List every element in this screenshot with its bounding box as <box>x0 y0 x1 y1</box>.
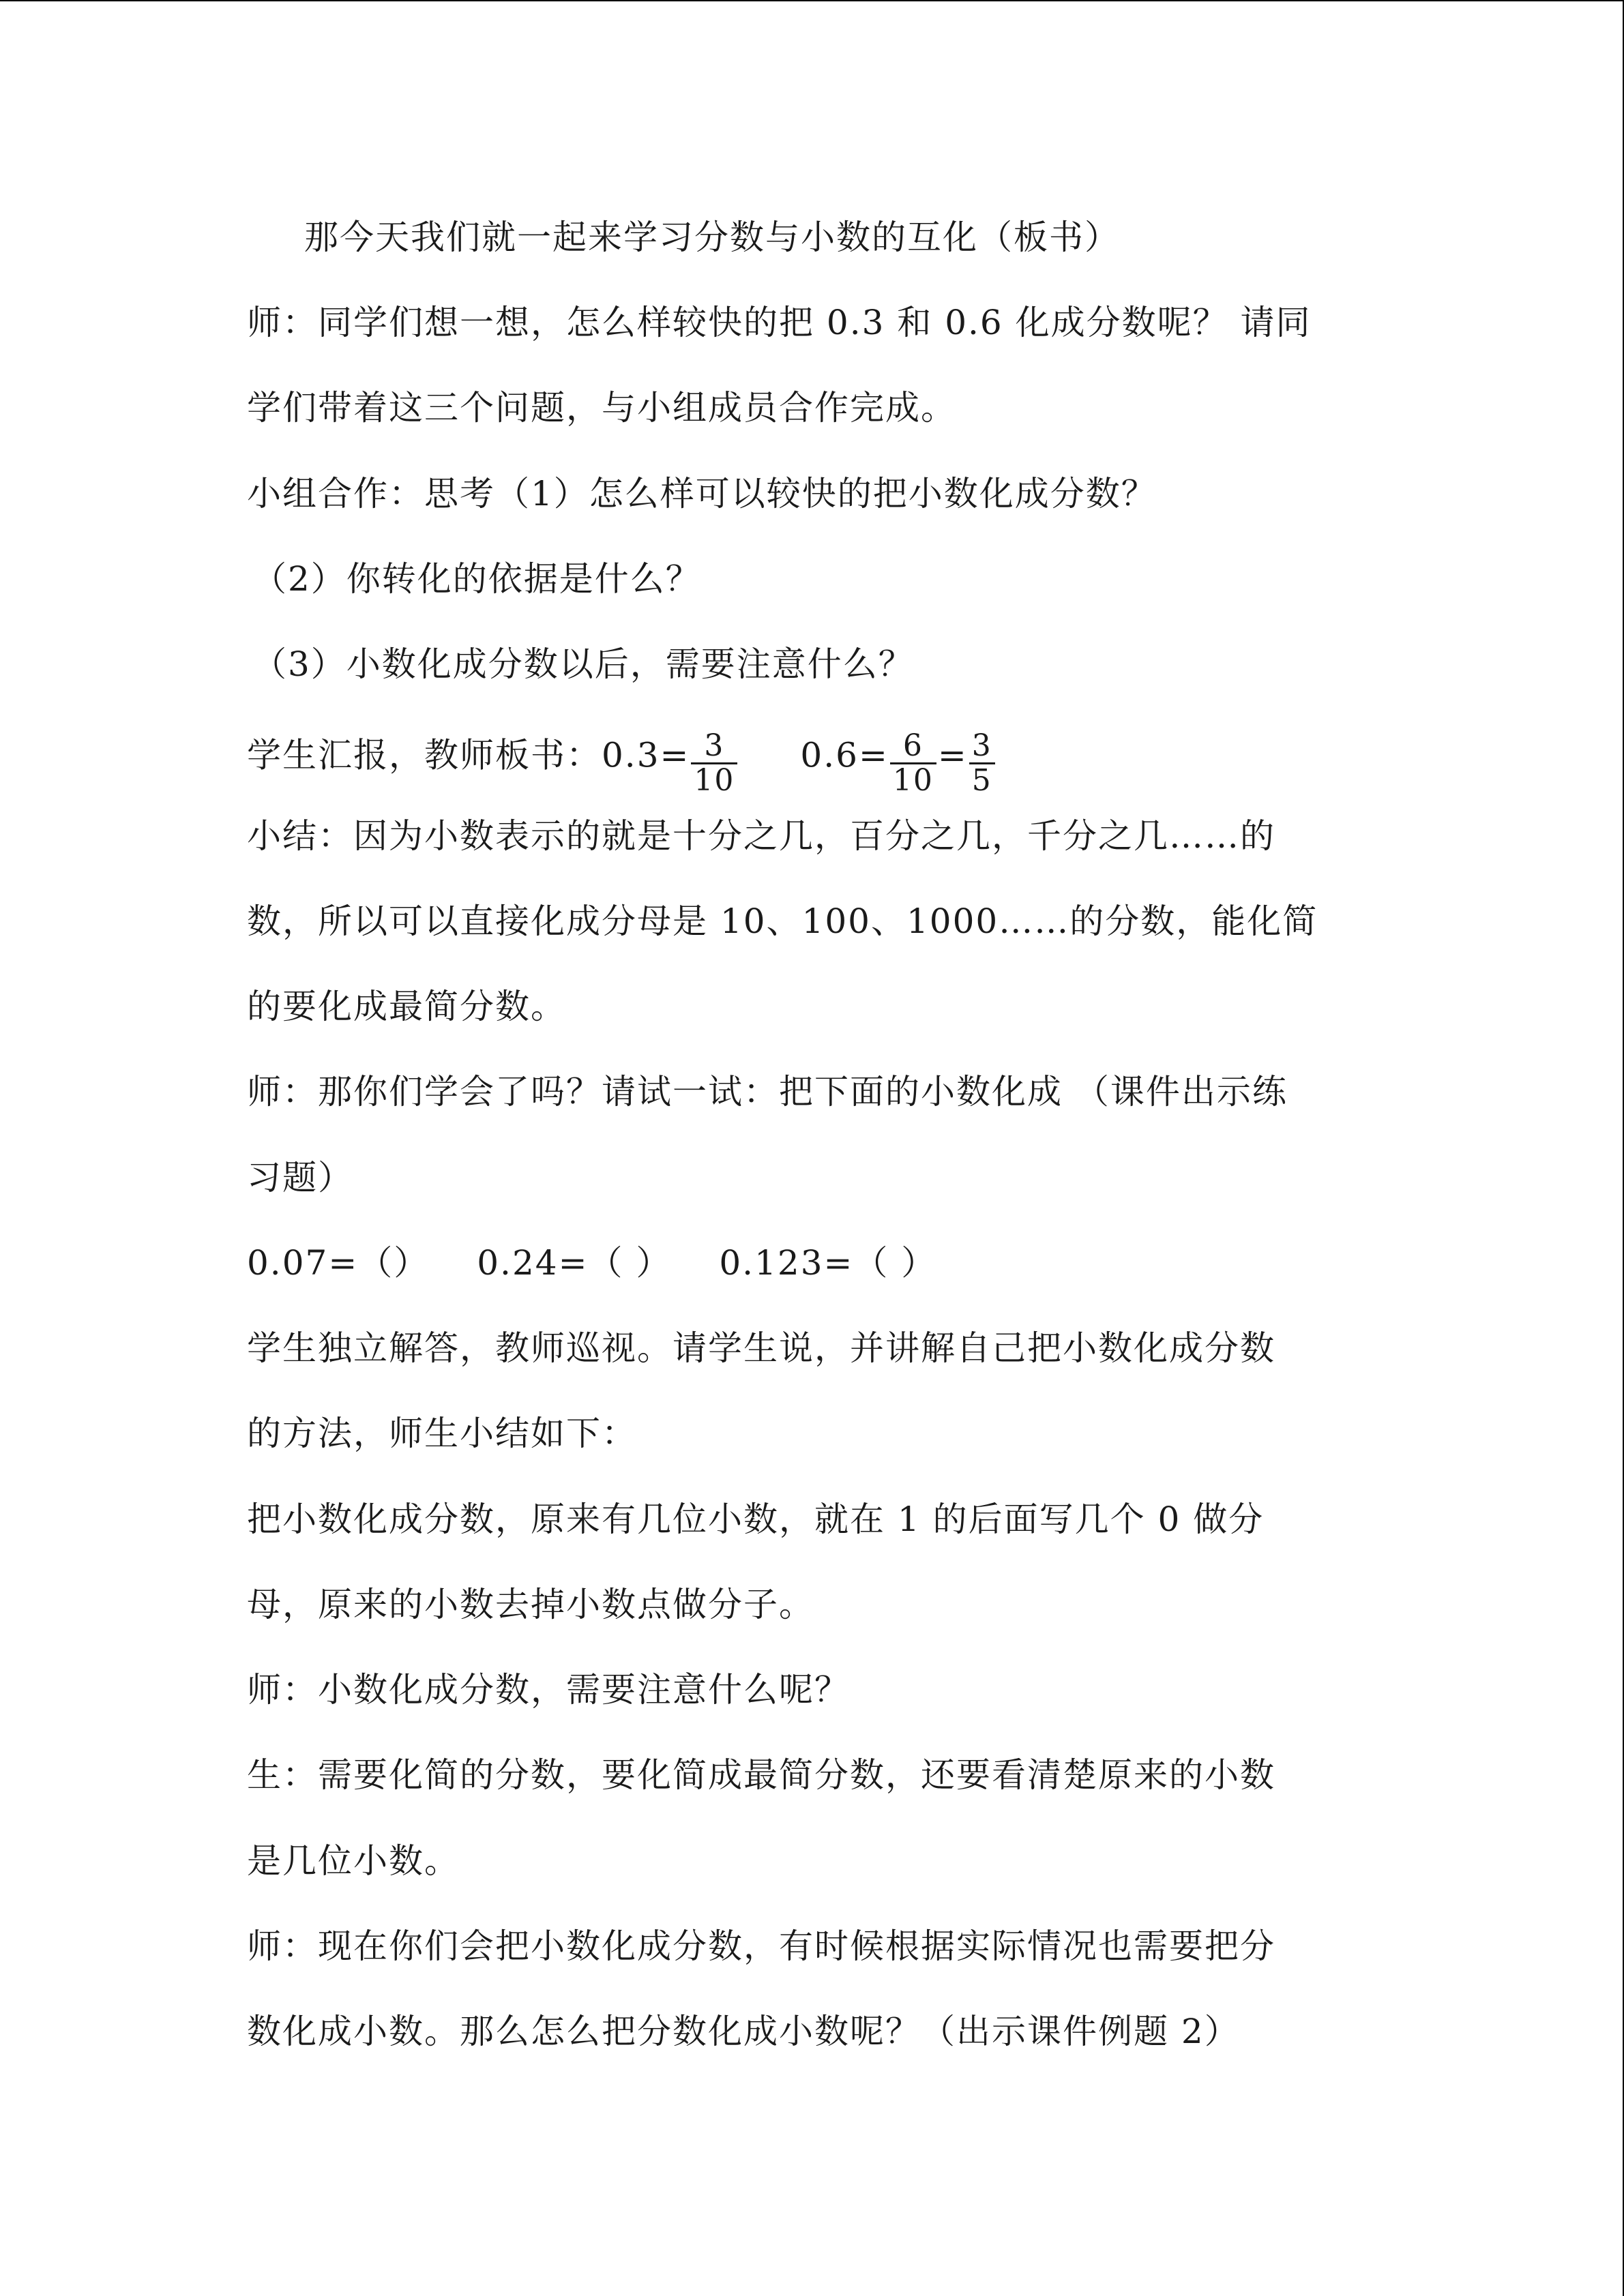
page-top-border <box>0 0 1623 3</box>
text-line: 师：同学们想一想，怎么样较快的把 0.3 和 0.6 化成分数呢？ 请同 <box>247 303 1312 342</box>
text-line: 那今天我们就一起来学习分数与小数的互化（板书） <box>304 218 1120 257</box>
exercise-item: 0.123=（ ） <box>719 1243 937 1283</box>
text-line: 师：现在你们会把小数化成分数，有时候根据实际情况也需要把分 <box>247 1926 1275 1966</box>
exercise-line <box>247 1242 936 1283</box>
text-line: 的方法，师生小结如下： <box>247 1414 637 1453</box>
text-line: 数，所以可以直接化成分母是 10、100、1000……的分数，能化简 <box>247 901 1318 941</box>
text-line: 小组合作：思考（1）怎么样可以较快的把小数化成分数？ <box>247 474 1157 513</box>
text-line: 的要化成最简分数。 <box>247 987 566 1026</box>
text-line: 数化成小数。那么怎么把分数化成小数呢？（出示课件例题 2） <box>247 2012 1240 2051</box>
text-line: 生：需要化简的分数，要化简成最简分数，还要看清楚原来的小数 <box>247 1755 1275 1795</box>
board-mid: 0.6= <box>800 735 889 775</box>
text-line: 学生独立解答，教师巡视。请学生说，并讲解自己把小数化成分数 <box>247 1328 1275 1368</box>
text-line: 师：那你们学会了吗？请试一试：把下面的小数化成 （课件出示练 <box>247 1072 1288 1112</box>
fraction-numerator: 3 <box>969 730 995 764</box>
exercise-item: 0.07=（） <box>247 1243 430 1283</box>
fraction-denominator: 10 <box>694 763 735 798</box>
board-equals: = <box>937 735 968 775</box>
text-line: 习题） <box>247 1158 353 1197</box>
board-prefix: 学生汇报，教师板书：0.3= <box>247 735 690 775</box>
text-line: 学们带着这三个问题，与小组成员合作完成。 <box>247 388 956 428</box>
fraction-3-5 <box>969 730 995 797</box>
fraction-numerator: 6 <box>890 730 936 764</box>
fraction-denominator: 10 <box>892 763 934 798</box>
fraction-3-10 <box>691 730 737 797</box>
fraction-6-10 <box>890 730 936 797</box>
text-line: 把小数化成分数，原来有几位小数，就在 1 的后面写几个 0 做分 <box>247 1500 1265 1539</box>
text-line: 师：小数化成分数，需要注意什么呢？ <box>247 1670 850 1710</box>
text-line: （3）小数化成分数以后，需要注意什么？ <box>252 644 914 684</box>
text-line: 是几位小数。 <box>247 1841 460 1881</box>
text-line: 母，原来的小数去掉小数点做分子。 <box>247 1585 814 1624</box>
board-line <box>247 724 996 798</box>
text-line: 小结：因为小数表示的就是十分之几，百分之几，千分之几……的 <box>247 816 1275 856</box>
fraction-numerator: 3 <box>691 730 737 764</box>
fraction-denominator: 5 <box>971 763 992 798</box>
exercise-item: 0.24=（ ） <box>477 1243 672 1283</box>
text-line: （2）你转化的依据是什么？ <box>252 559 701 599</box>
